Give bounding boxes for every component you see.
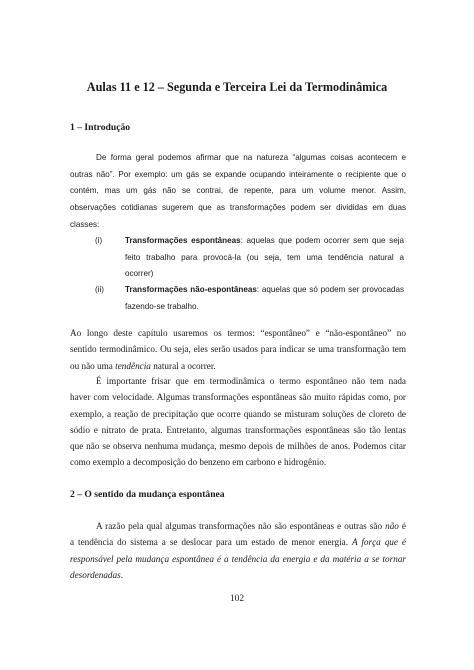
list-item xyxy=(95,233,415,285)
section-1-heading: 1 – Introdução xyxy=(70,122,131,133)
list-item-number: (i) xyxy=(95,236,103,245)
paragraph-line: responsável pela mudança espontânea é a tendência da energia e da matéria a se tornar xyxy=(70,553,406,564)
paragraph-line: sódio e nitrato de prata. Entretanto, algumas transformações espontâneas são tão lentas xyxy=(70,424,406,435)
list-item-line xyxy=(125,233,404,250)
list-item-number: (ii) xyxy=(95,285,104,294)
paragraph-line xyxy=(70,534,406,550)
list-item-body xyxy=(125,282,404,315)
page-number: 102 xyxy=(229,594,245,604)
page-title: Aulas 11 e 12 – Segunda e Terceira Lei da Termodinâmica xyxy=(86,80,388,94)
text-run: A razão pela qual algumas transformações não são espontâneas e outras são xyxy=(96,521,386,531)
text-run: ou não uma xyxy=(70,360,116,371)
paragraph-line xyxy=(70,358,406,374)
list-item-line: ocorrer) xyxy=(125,269,154,279)
paragraph-line: exemplo, a reação de precipitação que ocorre quando se misturam soluções de cloreto de xyxy=(70,408,406,419)
paragraph-line xyxy=(70,567,406,583)
intro-line: outras não”. Por exemplo: um gás se expande ocupando inteiramente o recipiente que o xyxy=(70,169,406,179)
emphasis-text: desordenadas xyxy=(70,569,121,580)
paragraph-line xyxy=(70,518,406,534)
emphasis-text: A força que é xyxy=(351,537,406,548)
list-item-term: Transformações espontâneas xyxy=(125,236,241,245)
text-run: natural a ocorrer. xyxy=(150,360,216,371)
intro-line: contém, mas um gás não se contrai, de repente, para um volume menor. Assim, xyxy=(70,186,406,196)
paragraph-line: como exemplo a decomposição do benzeno em carbono e hidrogênio. xyxy=(70,457,327,468)
text-run: é xyxy=(398,521,406,531)
intro-line: observações cotidianas sugerem que as transformações podem ser divididas em duas xyxy=(70,203,406,213)
list-item xyxy=(95,282,415,318)
paragraph-line: É importante frisar que em termodinâmica o termo espontâneo não tem nada xyxy=(96,376,406,386)
paragraph-3 xyxy=(70,373,406,471)
section-2-paragraph xyxy=(70,518,406,583)
list-item-term: Transformações não-espontâneas xyxy=(125,285,257,294)
list-item-line xyxy=(125,282,404,299)
paragraph-line: haver com velocidade. Algumas transformações espontâneas são muito rápidas como, por xyxy=(70,392,406,403)
intro-line: classes: xyxy=(70,219,100,229)
paragraph-2 xyxy=(70,325,406,374)
section-2-heading: 2 – O sentido da mudança espontânea xyxy=(70,489,225,500)
intro-paragraph xyxy=(70,150,406,234)
text-run: . xyxy=(120,569,123,580)
list-item-text: : aquelas que podem ocorrer sem que seja xyxy=(240,236,404,245)
text-run: a tendência do sistema a se deslocar para um estado de menor energia. xyxy=(70,537,352,548)
list-item-text: : aquelas que só podem ser provocadas xyxy=(256,285,405,294)
list-item-line: feito trabalho para provocá-la (ou seja, tem uma tendência natural a xyxy=(125,252,404,262)
paragraph-line: Ao longo deste capítulo usaremos os termos: “espontâneo” e “não-espontâneo” no xyxy=(70,328,406,338)
paragraph-line: que não se observa nenhuma mudança, mesmo depois de milhões de anos. Podemos citar xyxy=(70,441,406,452)
emphasis-text: não xyxy=(385,521,399,531)
intro-line: De forma geral podemos afirmar que na natureza “algumas coisas acontecem e xyxy=(96,153,406,162)
paragraph-line: sentido termodinâmico. Ou seja, eles serão usados para indicar se uma transformação tem xyxy=(70,344,406,355)
list-item-body xyxy=(125,233,404,283)
emphasis-text: tendência xyxy=(115,360,151,371)
list-item-line: fazendo-se trabalho. xyxy=(125,301,199,311)
